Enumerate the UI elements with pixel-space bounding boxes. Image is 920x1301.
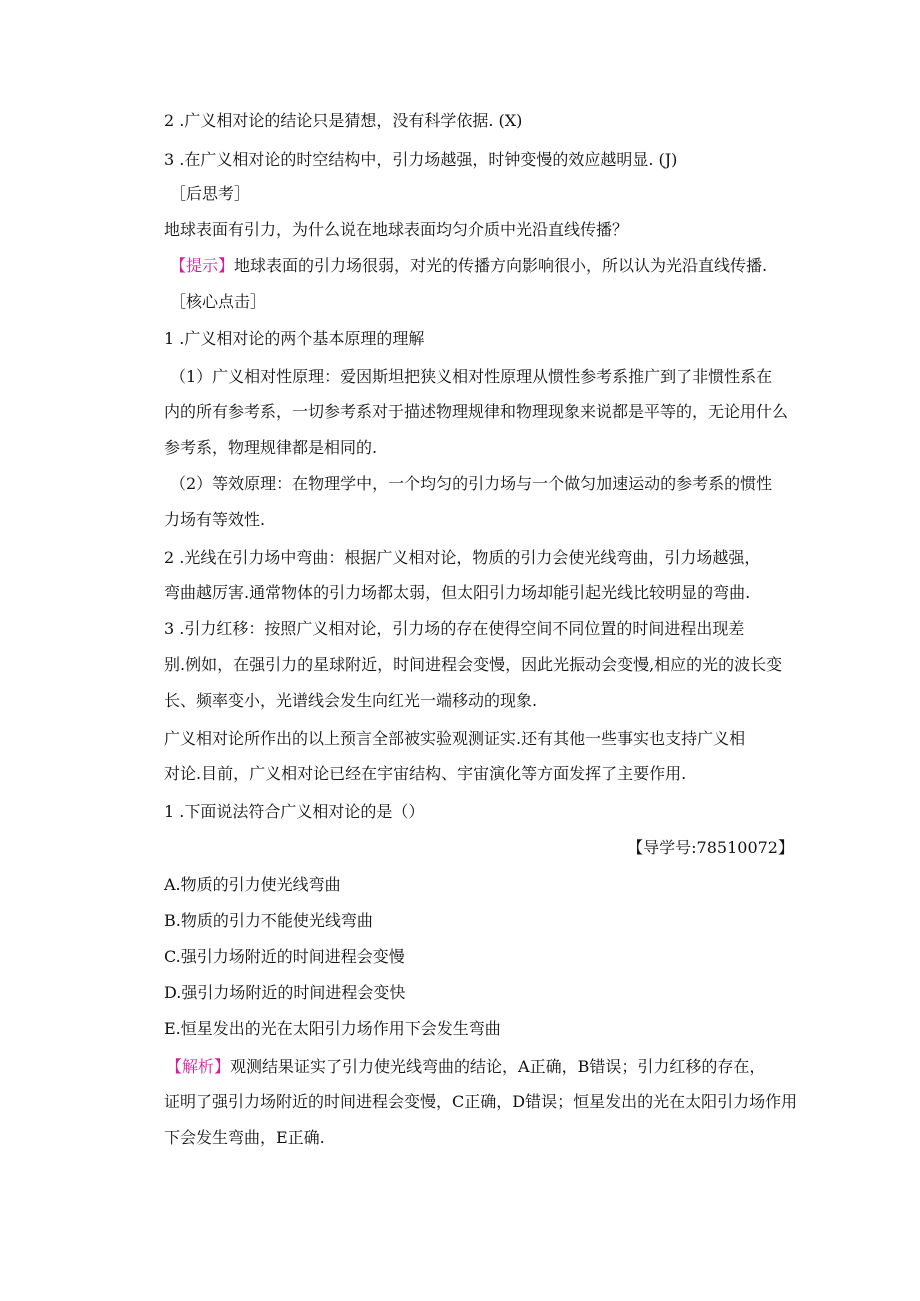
point-1-heading: 1 .广义相对论的两个基本原理的理解 [164, 329, 425, 348]
principle-2-line-1: （2）等效原理：在物理学中，一个均匀的引力场与一个做匀加速运动的参考系的惯性 [170, 474, 773, 493]
option-e: E.恒星发出的光在太阳引力场作用下会发生弯曲 [164, 1019, 501, 1038]
principle-1-line-3: 参考系，物理规律都是相同的. [164, 438, 378, 457]
point-2-line-2: 弯曲越厉害.通常物体的引力场都太弱，但太阳引力场却能引起光线比较明显的弯曲. [164, 583, 751, 602]
hint-tag: 【提示】 [170, 256, 235, 275]
point-3-line-3: 长、频率变小，光谱线会发生向红光一端移动的现象. [164, 691, 538, 710]
principle-1-line-1: （1）广义相对性原理：爱因斯坦把狭义相对性原理从惯性参考系推广到了非惯性系在 [170, 367, 773, 386]
option-d: D.强引力场附近的时间进程会变快 [164, 983, 406, 1002]
principle-1-line-2: 内的所有参考系，一切参考系对于描述物理规律和物理现象来说都是平等的，无论用什么 [164, 402, 789, 421]
option-b: B.物质的引力不能使光线弯曲 [164, 911, 373, 930]
section-heading-core-points: ［核心点击］ [170, 292, 267, 311]
principle-2-line-2: 力场有等效性. [164, 510, 266, 529]
statement-3: 3 .在广义相对论的时空结构中，引力场越强，时钟变慢的效应越明显. (J) [164, 150, 678, 169]
summary-line-1: 广义相对论所作出的以上预言全部被实验观测证实.还有其他一些事实也支持广义相 [164, 729, 746, 748]
summary-line-2: 对论.目前，广义相对论已经在宇宙结构、宇宙演化等方面发挥了主要作用. [164, 764, 687, 783]
analysis-line-2: 证明了强引力场附近的时间进程会变慢，C正确，D错误；恒星发出的光在太阳引力场作用 [164, 1092, 798, 1111]
point-3-line-2: 别.例如，在强引力的星球附近，时间进程会变慢，因此光振动会变慢,相应的光的波长变 [164, 655, 783, 674]
option-c: C.强引力场附近的时间进程会变慢 [164, 947, 405, 966]
question-text: 地球表面有引力，为什么说在地球表面均匀介质中光沿直线传播？ [164, 220, 629, 239]
hint-paragraph: 【提示】地球表面的引力场很弱，对光的传播方向影响很小，所以认为光沿直线传播. [170, 256, 768, 275]
point-2-line-1: 2 .光线在引力场中弯曲：根据广义相对论，物质的引力会使光线弯曲，引力场越强， [164, 548, 761, 567]
reference-number: 【导学号:78510072】 [627, 838, 794, 857]
statement-2: 2 .广义相对论的结论只是猜想，没有科学依据. (X) [164, 111, 523, 130]
analysis-line-1: 【解析】观测结果证实了引力使光线弯曲的结论，A正确，B错误；引力红移的存在， [166, 1057, 766, 1076]
point-3-line-1: 3 .引力红移：按照广义相对论，引力场的存在使得空间不同位置的时间进程出现差 [164, 619, 745, 638]
exercise-question: 1 .下面说法符合广义相对论的是（） [164, 802, 425, 821]
analysis-line-3: 下会发生弯曲，E正确. [164, 1128, 325, 1147]
section-heading-post-thinking: ［后思考］ [170, 184, 251, 203]
option-a: A.物质的引力使光线弯曲 [164, 875, 341, 894]
analysis-tag: 【解析】 [166, 1057, 231, 1076]
